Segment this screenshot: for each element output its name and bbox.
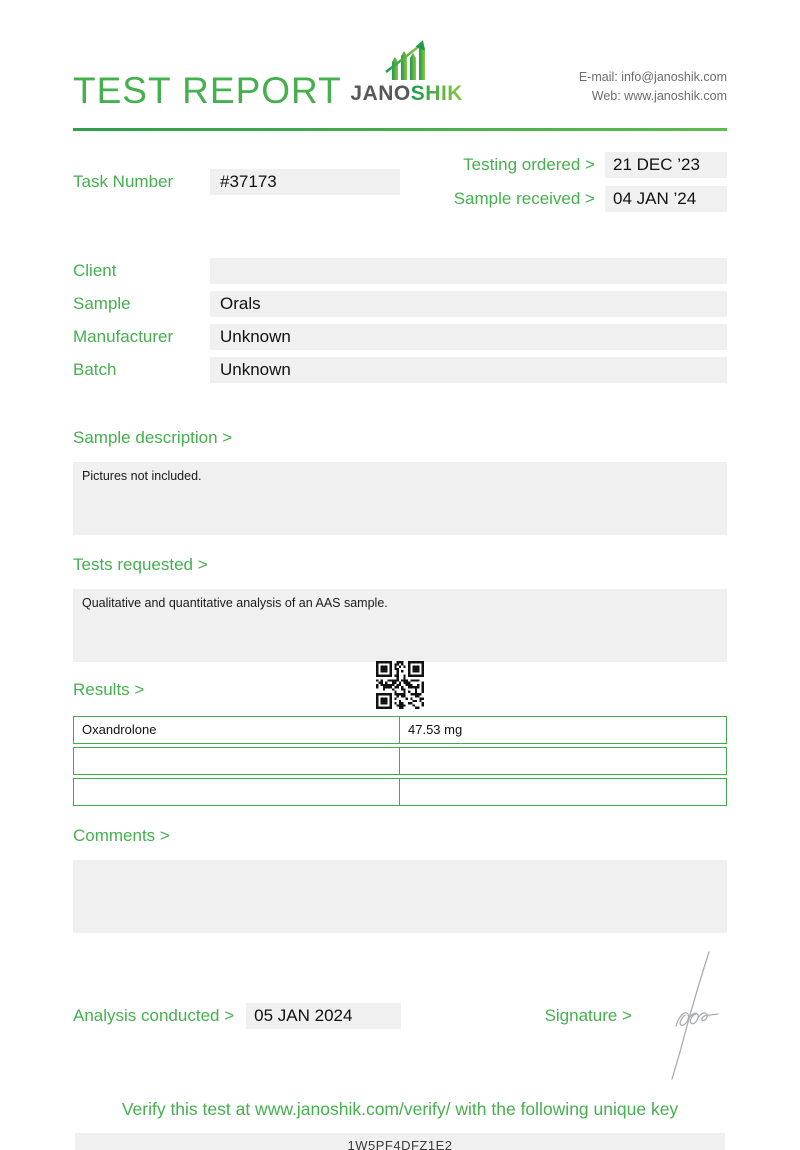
page-title: TEST REPORT [73, 70, 342, 111]
detail-row-client [73, 258, 727, 284]
tests-requested-heading: Tests requested > [73, 555, 208, 574]
task-meta-row [73, 152, 727, 212]
client-value [210, 258, 727, 284]
detail-row-batch [73, 357, 727, 383]
sample-label: Sample [73, 294, 131, 313]
manufacturer-label: Manufacturer [73, 327, 174, 346]
results-section [73, 662, 727, 806]
testing-ordered-label: Testing ordered > [463, 155, 595, 174]
results-table [73, 716, 727, 806]
manufacturer-value: Unknown [210, 324, 727, 350]
detail-row-sample [73, 291, 727, 317]
task-number-group [73, 152, 400, 212]
results-row [73, 716, 727, 744]
result-substance: Oxandrolone [74, 717, 400, 743]
analysis-date-value: 05 JAN 2024 [246, 1003, 401, 1029]
signature-icon [652, 948, 727, 1083]
verify-text: Verify this test at www.janoshik.com/verify/ with the following unique key [121, 1099, 679, 1119]
contact-email: E-mail: info@janoshik.com [578, 70, 727, 84]
results-heading: Results > [73, 680, 145, 699]
result-amount: 47.53 mg [408, 722, 463, 737]
results-row [73, 747, 727, 775]
testing-ordered-row [454, 152, 727, 178]
janoshik-logo [342, 40, 472, 106]
logo-chart-arrow-icon [374, 40, 440, 80]
sample-received-value: 04 JAN ’24 [605, 186, 727, 212]
batch-label: Batch [73, 360, 117, 379]
comments-heading: Comments > [73, 826, 170, 845]
comments-box [73, 860, 727, 933]
tests-requested-box: Qualitative and quantitative analysis of an AAS sample. [73, 589, 727, 662]
analysis-signature-row [73, 948, 727, 1083]
analysis-group [73, 1003, 401, 1029]
dates-group [454, 152, 727, 212]
sample-description-heading: Sample description > [73, 428, 233, 447]
client-label: Client [73, 261, 117, 280]
testing-ordered-value: 21 DEC ’23 [605, 152, 727, 178]
report-header [0, 0, 800, 112]
sample-received-label: Sample received > [453, 189, 595, 208]
detail-row-manufacturer [73, 324, 727, 350]
result-amount [400, 748, 726, 774]
analysis-conducted-label: Analysis conducted > [73, 1005, 235, 1025]
task-number-value: #37173 [210, 169, 400, 195]
qr-code [376, 661, 424, 709]
header-divider [73, 128, 727, 131]
signature-group [545, 948, 727, 1083]
result-substance [74, 748, 400, 774]
brand-shik: SHIK [410, 82, 463, 105]
brand-jano: JANO [350, 82, 411, 105]
unique-key-value: 1W5PF4DFZ1E2 [75, 1133, 725, 1150]
brand-wordmark [342, 82, 472, 106]
sample-received-row [454, 186, 727, 212]
results-row [73, 778, 727, 806]
task-number-label: Task Number [73, 172, 174, 191]
sample-description-box: Pictures not included. [73, 462, 727, 535]
header-left [73, 40, 342, 112]
sample-value: Orals [210, 291, 727, 317]
sample-details [73, 258, 727, 383]
result-amount [400, 779, 726, 805]
contact-block [472, 68, 727, 106]
contact-web: Web: www.janoshik.com [591, 88, 727, 103]
signature-label: Signature > [544, 1005, 632, 1025]
result-substance [74, 779, 400, 805]
batch-value: Unknown [210, 357, 727, 383]
